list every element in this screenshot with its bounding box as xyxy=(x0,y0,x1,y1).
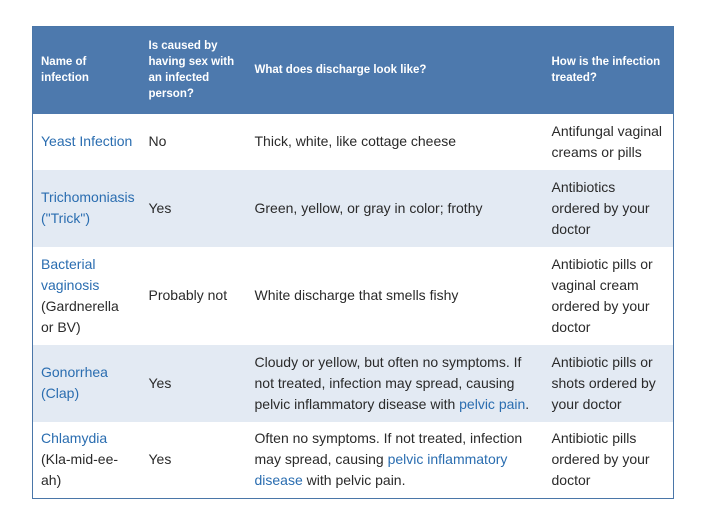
discharge-text: Cloudy or yellow, but often no symptoms. If not treated, infection may spread, causing pelvic inflammatory disease with xyxy=(254,353,522,412)
table-row xyxy=(33,114,674,170)
cell-name xyxy=(33,114,141,170)
cell-discharge xyxy=(247,247,544,345)
discharge-text: Thick, white, like cottage cheese xyxy=(254,133,457,149)
cell-caused: Yes xyxy=(148,451,172,468)
table-header-row xyxy=(33,27,674,114)
cell-caused: Yes xyxy=(148,374,172,391)
infection-table-container xyxy=(32,26,673,499)
discharge-text-end: . xyxy=(525,395,530,412)
cell-caused: No xyxy=(148,133,167,149)
header-name-of-infection: Name of infection xyxy=(41,56,89,85)
infection-table xyxy=(32,26,674,499)
cell-treatment: Antibiotic pills or vaginal cream ordered by your doctor xyxy=(551,255,653,335)
cell-treatment: Antibiotics ordered by your doctor xyxy=(551,178,650,237)
cell-name xyxy=(33,345,141,422)
infection-link[interactable]: Chlamydia xyxy=(41,430,108,447)
table-row xyxy=(33,170,674,247)
cell-discharge xyxy=(247,170,544,247)
infection-link[interactable]: Yeast Infection xyxy=(41,133,133,149)
discharge-text: White discharge that smells fishy xyxy=(254,287,459,303)
infection-link[interactable]: Gonorrhea (Clap) xyxy=(41,364,108,401)
header-discharge: What does discharge look like? xyxy=(254,64,427,77)
pelvic-pain-link[interactable]: pelvic pain xyxy=(459,395,526,412)
infection-link[interactable]: Bacterial vaginosis xyxy=(41,255,100,293)
cell-caused: Probably not xyxy=(148,287,228,303)
cell-discharge xyxy=(247,114,544,170)
header-caused-by-sex: Is caused by having sex with an infected person? xyxy=(148,40,235,101)
table-row xyxy=(33,247,674,345)
infection-link[interactable]: Trichomoniasis ("Trick") xyxy=(41,189,135,226)
cell-treatment: Antibiotic pills or shots ordered by your doctor xyxy=(551,353,656,412)
discharge-text-end: with pelvic pain. xyxy=(302,472,406,489)
infection-alt-name: (Kla-mid-ee-ah) xyxy=(41,451,119,489)
pid-link[interactable]: pelvic inflammatory disease xyxy=(254,451,508,489)
cell-caused: Yes xyxy=(148,199,172,216)
cell-discharge xyxy=(247,345,544,422)
infection-alt-name: (Gardnerella or BV) xyxy=(41,297,119,335)
cell-treatment: Antifungal vaginal creams or pills xyxy=(551,122,663,160)
cell-name xyxy=(33,422,141,499)
header-treatment: How is the infection treated? xyxy=(551,56,661,85)
table-row xyxy=(33,345,674,422)
cell-name xyxy=(33,247,141,345)
discharge-text: Often no symptoms. If not treated, infection may spread, causing xyxy=(254,430,523,468)
cell-discharge xyxy=(247,422,544,499)
table-row xyxy=(33,422,674,499)
discharge-text: Green, yellow, or gray in color; frothy xyxy=(254,199,483,216)
cell-treatment: Antibiotic pills ordered by your doctor xyxy=(551,430,650,489)
cell-name xyxy=(33,170,141,247)
